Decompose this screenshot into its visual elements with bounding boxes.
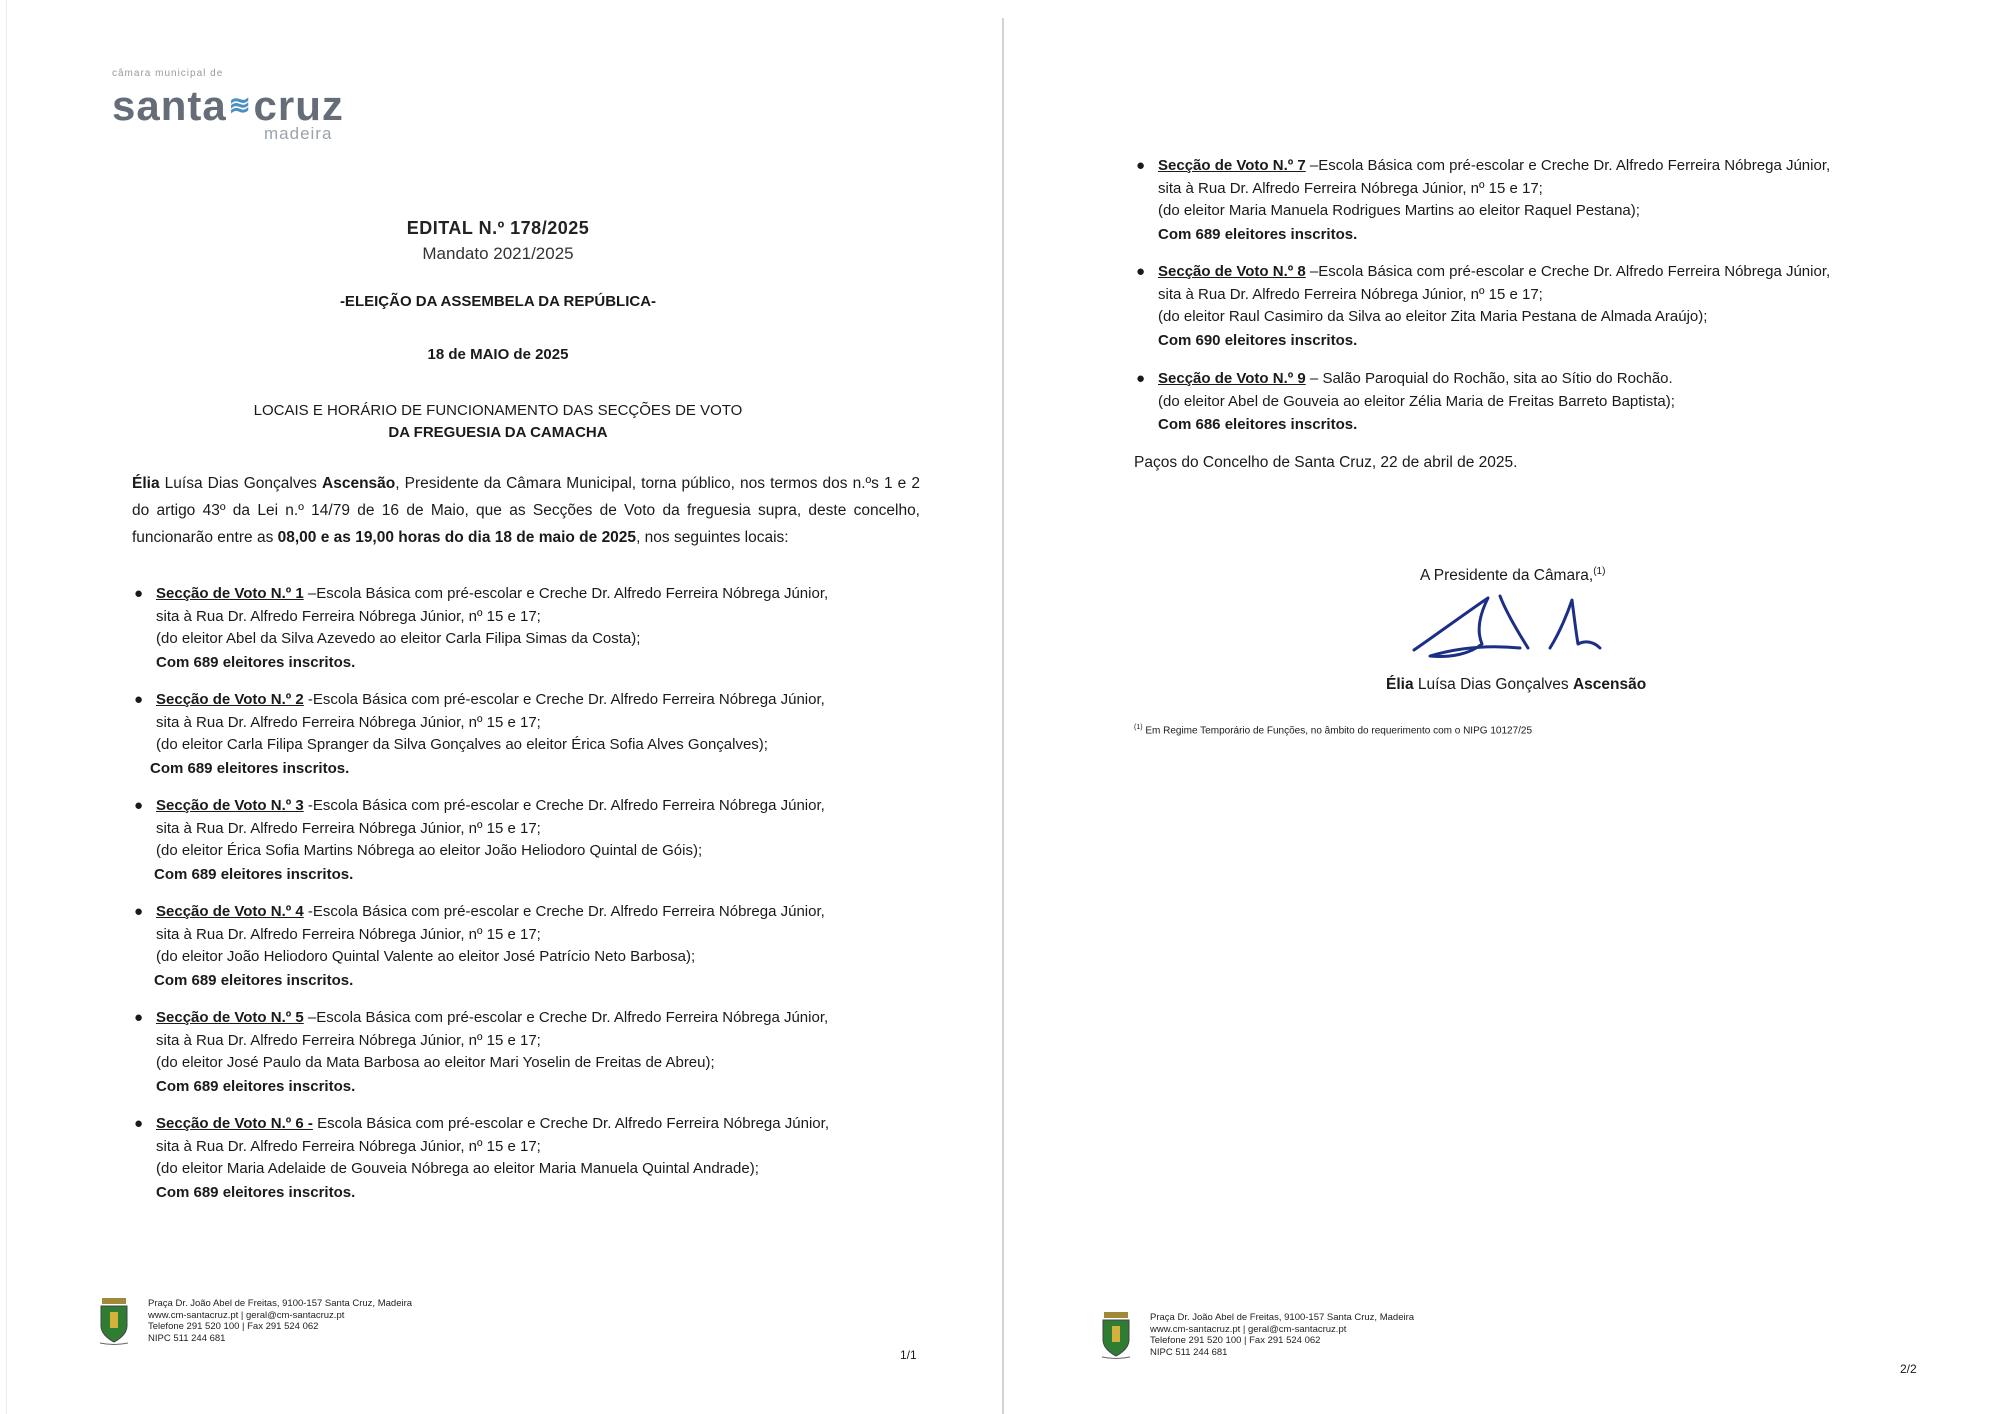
sig-name-first: Élia <box>1386 676 1414 693</box>
footer-nipc: NIPC 511 244 681 <box>148 1332 226 1344</box>
section-label: Secção de Voto N.º 5 <box>156 1009 304 1026</box>
section-sep: – <box>303 585 317 602</box>
voting-section <box>134 583 926 674</box>
section-total: Com 686 eleitores inscritos. <box>1158 416 1358 433</box>
section-line <box>1158 261 1928 284</box>
section-place: Escola Básica com pré-escolar e Creche Dr. Alfredo Ferreira Nóbrega Júnior, <box>312 797 825 814</box>
section-sep: - <box>303 903 313 920</box>
section-label: Secção de Voto N.º 2 <box>156 691 304 708</box>
section-line <box>156 689 926 712</box>
section-sep: – <box>1305 370 1323 387</box>
intro-hours: 08,00 e as 19,00 horas do dia 18 de maio de 2025 <box>277 529 637 546</box>
voting-section <box>1136 368 1928 437</box>
sig-name-mid: Luísa Dias Gonçalves <box>1413 676 1573 693</box>
section-label: Secção de Voto N.º 6 - <box>156 1115 313 1132</box>
election-heading: -ELEIÇÃO DA ASSEMBELA DA REPÚBLICA- <box>339 293 657 310</box>
section-place: Escola Básica com pré-escolar e Creche Dr. Alfredo Ferreira Nóbrega Júnior, <box>312 903 825 920</box>
bullet-icon: ● <box>134 1009 144 1026</box>
footnote <box>1134 724 1532 736</box>
signature-label-sup: (1) <box>1593 566 1606 577</box>
voting-section <box>1136 155 1928 246</box>
section-address: sita à Rua Dr. Alfredo Ferreira Nóbrega Júnior, nº 15 e 17; <box>156 1137 541 1155</box>
intro-name-first: Élia <box>132 475 160 492</box>
section-total: Com 690 eleitores inscritos. <box>1158 331 1358 349</box>
bullet-icon: ● <box>134 797 144 814</box>
section-place: Escola Básica com pré-escolar e Creche Dr. Alfredo Ferreira Nóbrega Júnior, <box>316 1009 829 1026</box>
footer-phone: Telefone 291 520 100 | Fax 291 524 062 <box>148 1321 319 1332</box>
intro-paragraph <box>132 470 920 551</box>
footnote-text: Em Regime Temporário de Funções, no âmbito do requerimento com o NIPG 10127/25 <box>1142 725 1533 737</box>
section-total: Com 689 eleitores inscritos. <box>154 971 354 989</box>
section-address: sita à Rua Dr. Alfredo Ferreira Nóbrega Júnior, nº 15 e 17; <box>156 925 541 943</box>
footer-contact <box>148 1298 412 1344</box>
section-sep: – <box>1305 157 1319 174</box>
logo-caption: câmara municipal de <box>112 68 224 79</box>
section-label: Secção de Voto N.º 9 <box>1158 370 1306 387</box>
page-divider <box>1002 18 1004 1414</box>
election-date: 18 de MAIO de 2025 <box>427 346 569 363</box>
bullet-icon: ● <box>134 1115 144 1132</box>
santa-cruz-logo <box>112 68 352 148</box>
section-place: Salão Paroquial do Rochão, sita ao Sítio do Rochão. <box>1322 370 1673 387</box>
section-place: Escola Básica com pré-escolar e Creche Dr. Alfredo Ferreira Nóbrega Júnior, <box>317 1115 829 1132</box>
section-place: Escola Básica com pré-escolar e Creche Dr. Alfredo Ferreira Nóbrega Júnior, <box>312 691 825 708</box>
section-range: (do eleitor Abel da Silva Azevedo ao eleitor Carla Filipa Simas da Costa); <box>156 630 641 647</box>
section-place: Escola Básica com pré-escolar e Creche Dr. Alfredo Ferreira Nóbrega Júnior, <box>1318 157 1831 174</box>
section-total: Com 689 eleitores inscritos. <box>156 1183 356 1201</box>
section-total: Com 689 eleitores inscritos. <box>156 653 356 671</box>
section-address: sita à Rua Dr. Alfredo Ferreira Nóbrega Júnior, nº 15 e 17; <box>1158 179 1543 197</box>
voting-section <box>134 689 926 780</box>
page-edge <box>6 0 7 1414</box>
footer-address: Praça Dr. João Abel de Freitas, 9100-157 Santa Cruz, Madeira <box>148 1298 413 1309</box>
section-line <box>156 1113 926 1136</box>
section-place: Escola Básica com pré-escolar e Creche Dr. Alfredo Ferreira Nóbrega Júnior, <box>316 585 829 602</box>
voting-section <box>134 1007 926 1098</box>
signature-label-text: A Presidente da Câmara, <box>1420 567 1594 585</box>
section-total: Com 689 eleitores inscritos. <box>1158 225 1358 243</box>
section-line <box>156 583 926 606</box>
section-range: (do eleitor Abel de Gouveia ao eleitor Zélia Maria de Freitas Barreto Baptista); <box>1158 392 1675 410</box>
intro-name-last: Ascensão <box>322 475 396 492</box>
section-label: Secção de Voto N.º 4 <box>156 903 304 920</box>
page-number: 1/1 <box>900 1348 917 1362</box>
voting-section <box>1136 261 1928 352</box>
section-address: sita à Rua Dr. Alfredo Ferreira Nóbrega Júnior, nº 15 e 17; <box>156 607 541 625</box>
section-line <box>1158 155 1928 178</box>
municipal-crest-icon <box>96 1296 132 1346</box>
section-range: (do eleitor João Heliodoro Quintal Valente ao eleitor José Patrício Neto Barbosa); <box>156 948 696 965</box>
signatory-name <box>1386 676 1686 694</box>
section-range: (do eleitor José Paulo da Mata Barbosa ao eleitor Mari Yoselin de Freitas de Abreu); <box>156 1054 715 1071</box>
intro-text-end: , nos seguintes locais: <box>636 529 789 546</box>
intro-name-mid: Luísa Dias Gonçalves <box>159 475 323 492</box>
signature-label <box>1420 566 1650 585</box>
logo-wordmark <box>112 82 344 130</box>
bullet-icon: ● <box>1136 263 1146 280</box>
closing-statement: Paços do Concelho de Santa Cruz, 22 de abril de 2025. <box>1134 454 1518 471</box>
bullet-icon: ● <box>1136 157 1146 174</box>
section-range: (do eleitor Maria Manuela Rodrigues Martins ao eleitor Raquel Pestana); <box>1158 202 1640 219</box>
section-label: Secção de Voto N.º 7 <box>1158 157 1306 174</box>
bullet-icon: ● <box>134 585 144 602</box>
bullet-icon: ● <box>134 691 144 708</box>
section-address: sita à Rua Dr. Alfredo Ferreira Nóbrega Júnior, nº 15 e 17; <box>156 713 541 731</box>
mandate-text: Mandato 2021/2025 <box>422 244 574 263</box>
section-address: sita à Rua Dr. Alfredo Ferreira Nóbrega Júnior, nº 15 e 17; <box>156 1031 541 1049</box>
page-number: 2/2 <box>1900 1362 1917 1376</box>
section-line <box>156 1007 926 1030</box>
footer-web: www.cm-santacruz.pt | geral@cm-santacruz.pt <box>148 1309 345 1321</box>
footer-address: Praça Dr. João Abel de Freitas, 9100-157 Santa Cruz, Madeira <box>1150 1312 1415 1323</box>
locais-heading: LOCAIS E HORÁRIO DE FUNCIONAMENTO DAS SECÇÕES DE VOTO <box>253 402 743 419</box>
handwritten-signature <box>1410 592 1610 670</box>
section-sep: - <box>303 691 313 708</box>
section-sep: – <box>303 1009 317 1026</box>
section-total: Com 689 eleitores inscritos. <box>156 1077 356 1095</box>
section-address: sita à Rua Dr. Alfredo Ferreira Nóbrega Júnior, nº 15 e 17; <box>1158 285 1543 303</box>
footer-web: www.cm-santacruz.pt | geral@cm-santacruz.pt <box>1150 1323 1347 1335</box>
footnote-sup: (1) <box>1134 724 1143 731</box>
section-range: (do eleitor Maria Adelaide de Gouveia Nóbrega ao eleitor Maria Manuela Quintal Andrade); <box>156 1160 759 1177</box>
footer-phone: Telefone 291 520 100 | Fax 291 524 062 <box>1150 1335 1321 1346</box>
footer-contact <box>1150 1312 1414 1358</box>
section-range: (do eleitor Carla Filipa Spranger da Silva Gonçalves ao eleitor Érica Sofia Alves Gonçalves); <box>156 736 768 753</box>
logo-word-left: santa <box>112 82 227 129</box>
section-sep: – <box>1305 263 1319 280</box>
footer-nipc: NIPC 511 244 681 <box>1150 1346 1228 1358</box>
section-address: sita à Rua Dr. Alfredo Ferreira Nóbrega Júnior, nº 15 e 17; <box>156 819 541 837</box>
voting-section <box>134 795 926 886</box>
voting-section <box>134 1113 926 1204</box>
section-total: Com 689 eleitores inscritos. <box>154 865 354 883</box>
bullet-icon: ● <box>134 903 144 920</box>
voting-section <box>134 901 926 992</box>
logo-subtitle: madeira <box>264 124 333 143</box>
section-label: Secção de Voto N.º 3 <box>156 797 304 814</box>
section-range: (do eleitor Raul Casimiro da Silva ao eleitor Zita Maria Pestana de Almada Araújo); <box>1158 308 1708 325</box>
section-line <box>156 901 926 924</box>
municipal-crest-icon <box>1098 1310 1134 1360</box>
section-total: Com 689 eleitores inscritos. <box>150 759 350 777</box>
edital-title: EDITAL N.º 178/2025 <box>406 218 590 238</box>
section-line <box>156 795 926 818</box>
section-range: (do eleitor Érica Sofia Martins Nóbrega ao eleitor João Heliodoro Quintal de Góis); <box>156 842 703 859</box>
intro-text: , Presidente da Câmara Municipal, torna público, nos termos dos n.ºs 1 e 2 do artigo 43º da Lei n.º 14/79 de 16 de Maio, que as Secções de Voto da freguesia supra, deste concelho, funcionarão entre as <box>132 475 920 546</box>
section-line <box>1158 368 1928 391</box>
freguesia-heading: DA FREGUESIA DA CAMACHA <box>388 424 608 441</box>
section-sep: - <box>303 797 313 814</box>
logo-word-right: cruz <box>253 82 344 129</box>
section-place: Escola Básica com pré-escolar e Creche Dr. Alfredo Ferreira Nóbrega Júnior, <box>1318 263 1831 280</box>
sig-name-last: Ascensão <box>1572 676 1647 693</box>
wave-icon: ≋ <box>228 90 252 120</box>
section-label: Secção de Voto N.º 8 <box>1158 263 1306 280</box>
bullet-icon: ● <box>1136 370 1146 387</box>
section-label: Secção de Voto N.º 1 <box>156 585 304 602</box>
